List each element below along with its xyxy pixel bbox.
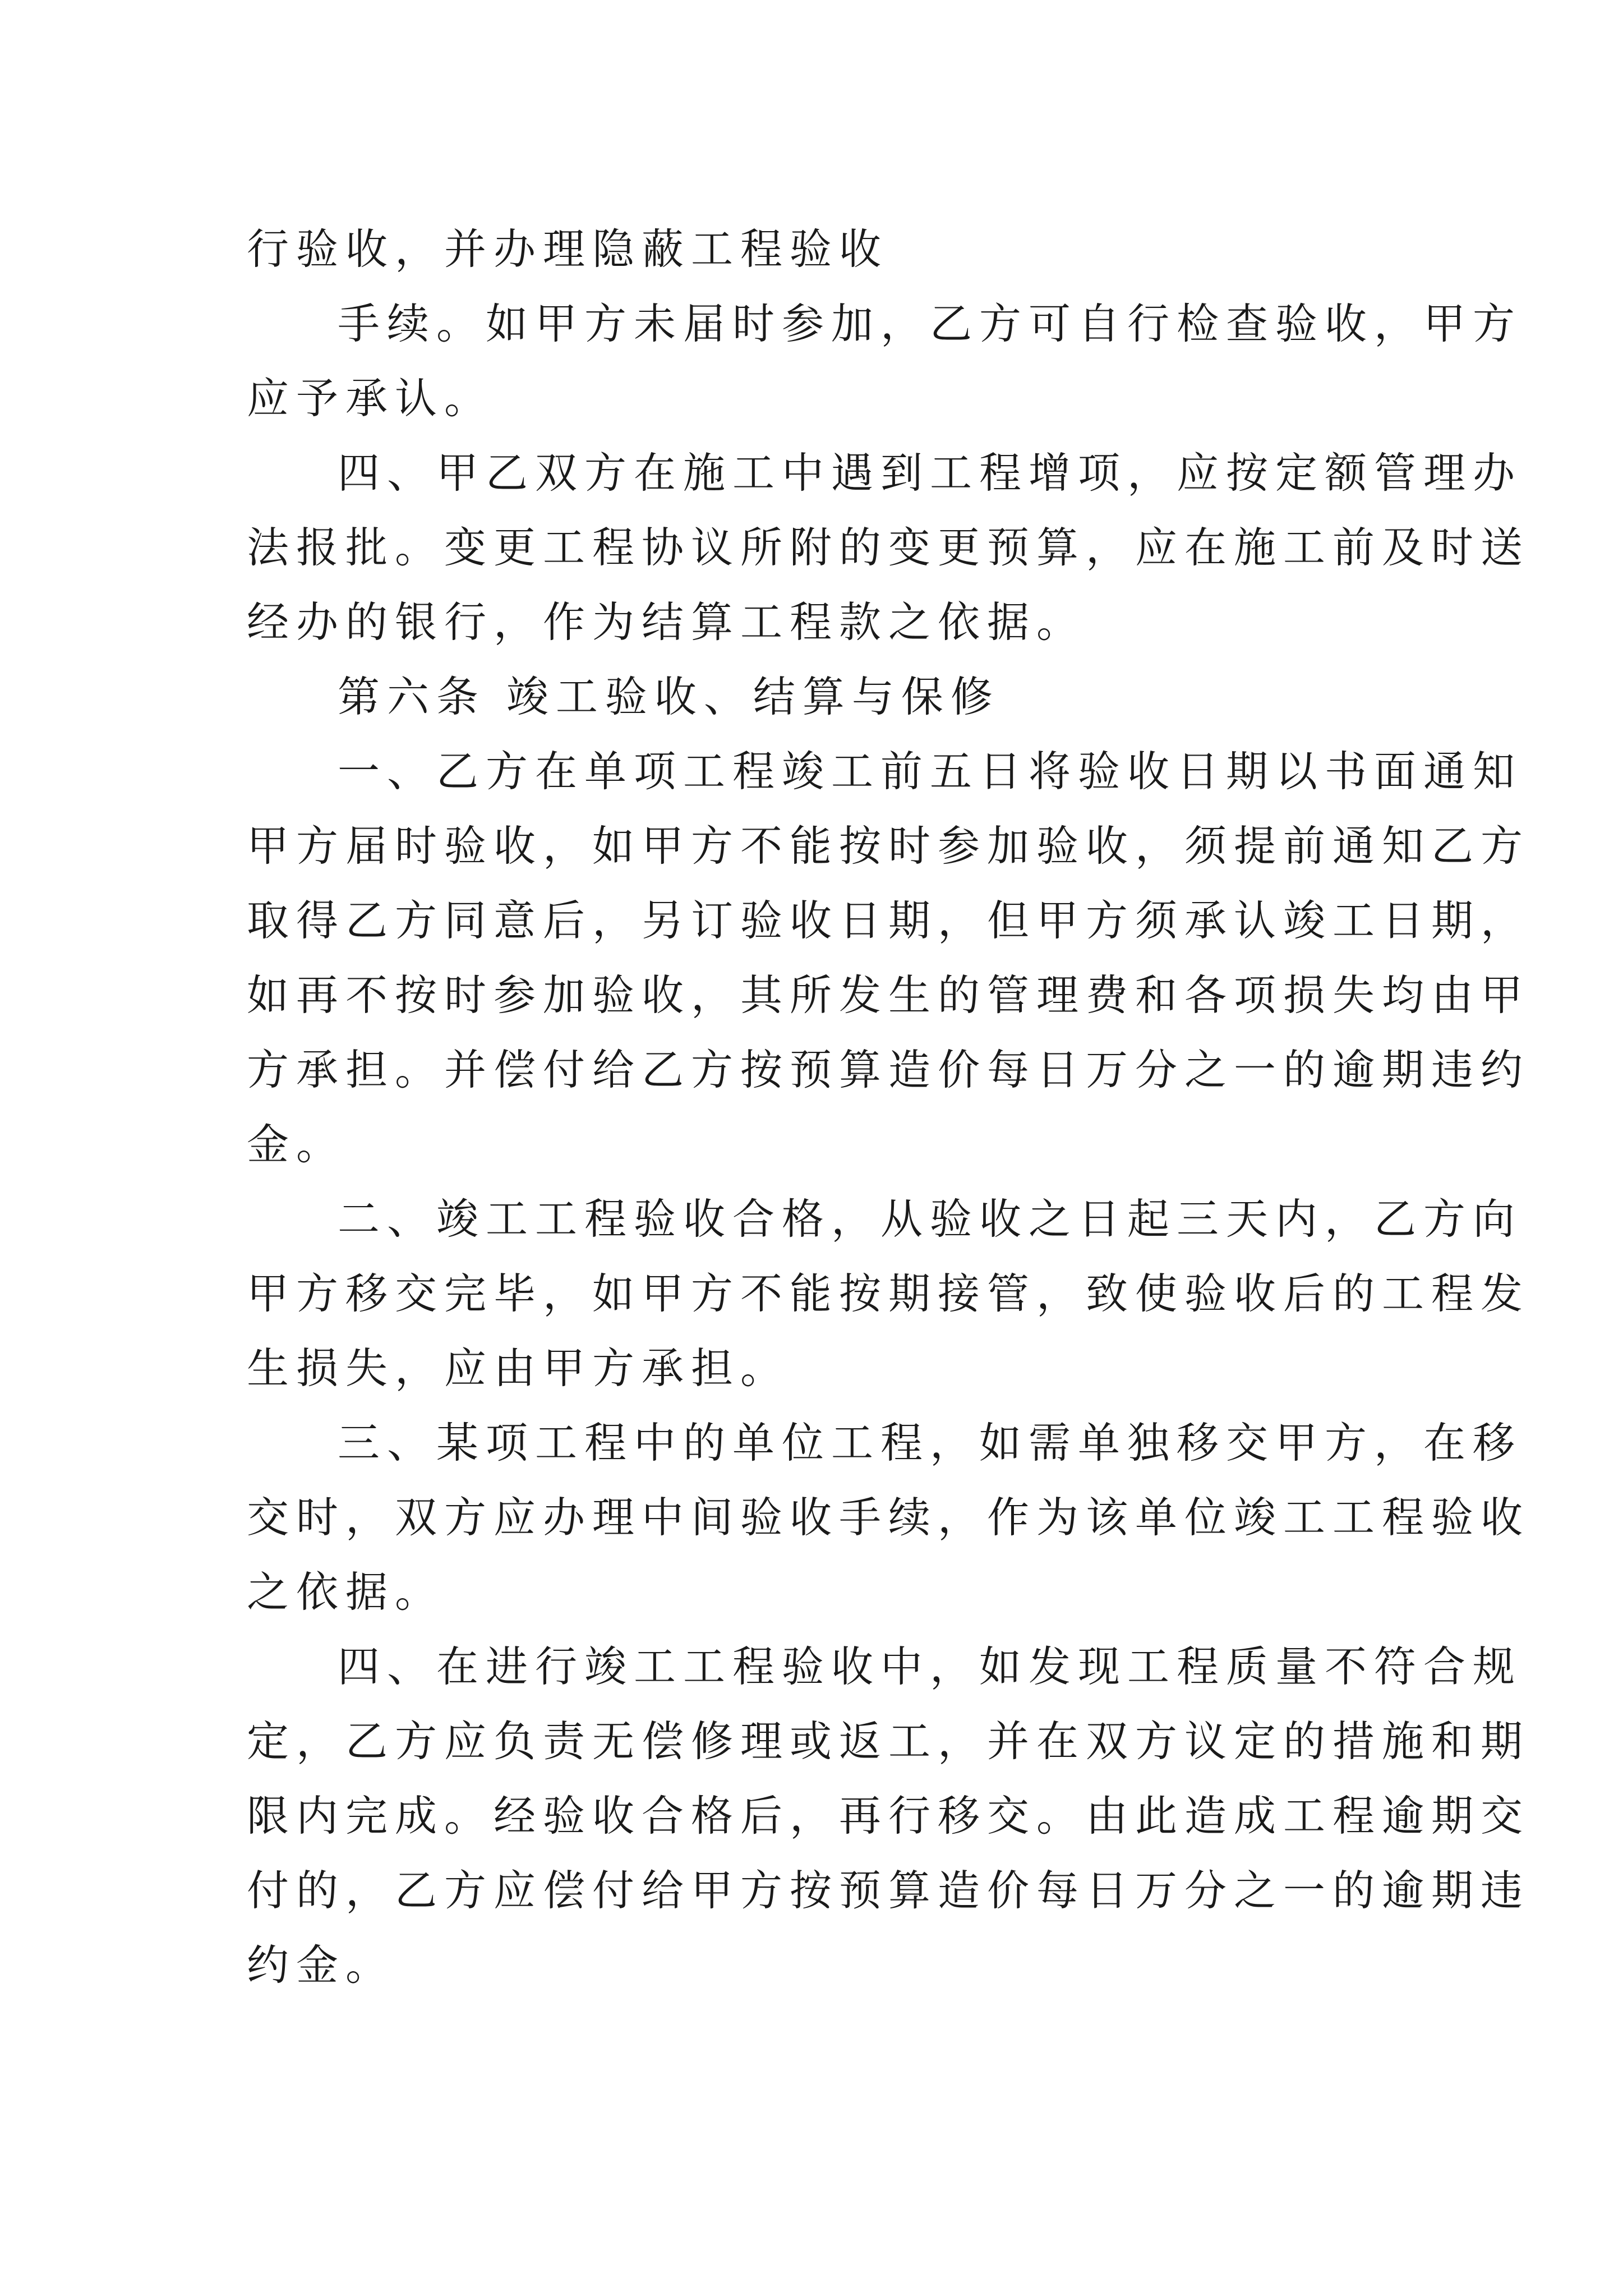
text-line: 定，乙方应负责无偿修理或返工，并在双方议定的措施和期: [247, 1717, 1530, 1766]
text-line: 限内完成。经验收合格后，再行移交。由此造成工程逾期交: [247, 1791, 1530, 1841]
text-line: 经办的银行，作为结算工程款之依据。: [247, 597, 1086, 647]
text-line: 约金。: [247, 1940, 395, 1990]
text-line: 手续。如甲方未届时参加，乙方可自行检查验收，甲方: [338, 299, 1523, 348]
text-line: 甲方届时验收，如甲方不能按时参加验收，须提前通知乙方: [247, 821, 1530, 871]
document-body: [247, 212, 1530, 2003]
text-line: 法报批。变更工程协议所附的变更预算，应在施工前及时送: [247, 523, 1530, 572]
text-line: 行验收，并办理隐蔽工程验收: [247, 224, 889, 274]
text-line: 四、甲乙双方在施工中遇到工程增项，应按定额管理办: [338, 448, 1523, 498]
text-line: 交时，双方应办理中间验收手续，作为该单位竣工工程验收: [247, 1493, 1530, 1542]
text-line: 三、某项工程中的单位工程，如需单独移交甲方，在移: [338, 1418, 1523, 1467]
text-line: 四、在进行竣工工程验收中，如发现工程质量不符合规: [338, 1642, 1523, 1691]
text-line: 金。: [247, 1120, 346, 1169]
text-line: 应予承认。: [247, 374, 494, 423]
text-line: 付的，乙方应偿付给甲方按预算造价每日万分之一的逾期违: [247, 1866, 1530, 1915]
section-heading: 第六条 竣工验收、结算与保修: [338, 672, 1000, 721]
text-line: 取得乙方同意后，另订验收日期，但甲方须承认竣工日期，: [247, 896, 1530, 945]
text-line: 如再不按时参加验收，其所发生的管理费和各项损失均由甲: [247, 970, 1530, 1020]
text-line: 之依据。: [247, 1567, 445, 1617]
text-line: 方承担。并偿付给乙方按预算造价每日万分之一的逾期违约: [247, 1045, 1530, 1094]
text-line: 一、乙方在单项工程竣工前五日将验收日期以书面通知: [338, 747, 1523, 796]
text-line: 生损失，应由甲方承担。: [247, 1343, 790, 1393]
text-line: 二、竣工工程验收合格，从验收之日起三天内，乙方向: [338, 1194, 1523, 1244]
text-line: 甲方移交完毕，如甲方不能按期接管，致使验收后的工程发: [247, 1269, 1530, 1318]
